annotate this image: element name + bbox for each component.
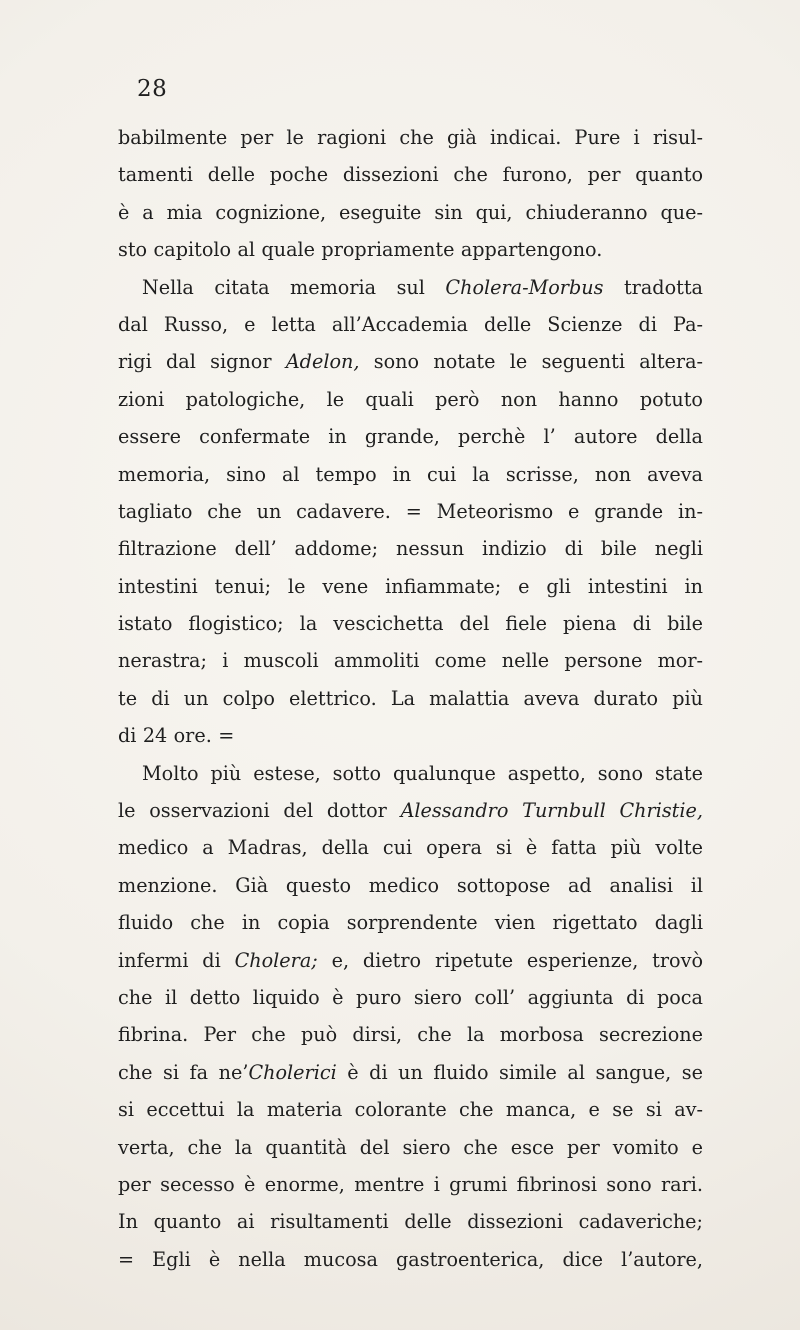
line-segment: Nella citata memoria sul [142,275,446,299]
text-line-29 [118,1166,703,1203]
text-line-28 [118,1129,703,1166]
text-line-20 [118,829,703,866]
text-line-4 [118,231,703,268]
line-segment: che il detto liquido è puro siero coll’ aggiunta di poca [118,985,703,1009]
text-line-11 [118,493,703,530]
text-line-17 [118,717,703,754]
line-italic-segment: Alessandro Turnbull Christie, [400,799,703,823]
line-italic-segment: Adelon, [285,350,360,374]
text-line-21 [118,867,703,904]
text-line-22 [118,904,703,941]
text-line-2 [118,156,703,193]
line-segment: e, dietro ripetute esperienze, trovò [317,948,703,972]
text-line-19 [118,792,703,829]
text-line-26 [118,1054,703,1091]
line-segment: medico a Madras, della cui opera si è fatta più volte [118,836,703,860]
line-segment: fibrina. Per che può dirsi, che la morbosa secrezione [118,1023,703,1047]
line-segment: In quanto ai risultamenti delle dissezioni cadaveriche; [118,1210,703,1234]
line-segment: è di un fluido simile al sangue, se [336,1060,703,1084]
text-line-16 [118,680,703,717]
line-segment: si eccettui la materia colorante che manca, e se si av- [118,1098,703,1122]
line-segment: per secesso è enorme, mentre i grumi fibrinosi sono rari. [118,1172,703,1196]
text-line-23 [118,942,703,979]
text-line-1 [118,119,703,156]
line-segment: sono notate le seguenti altera- [359,350,704,374]
line-segment: dal Russo, e letta all’Accademia delle Scienze di Pa- [118,312,703,336]
line-segment: è a mia cognizione, eseguite sin qui, chiuderanno que- [118,200,703,224]
line-segment: intestini tenui; le vene infiammate; e gli intestini in [118,574,703,598]
line-segment: = Egli è nella mucosa gastroenterica, dice l’autore, [118,1247,703,1271]
text-line-3 [118,194,703,231]
text-line-10 [118,456,703,493]
text-line-13 [118,568,703,605]
text-block [118,119,703,1278]
line-segment: nerastra; i muscoli ammoliti come nelle persone mor- [118,649,703,673]
text-line-18 [118,755,703,792]
line-segment: fluido che in copia sorprendente vien rigettato dagli [118,911,703,935]
text-line-8 [118,381,703,418]
line-segment: verta, che la quantità del siero che esce per vomito e [118,1135,703,1159]
page-number: 28 [137,76,168,102]
line-segment: Molto più estese, sotto qualunque aspetto, sono state [142,761,703,785]
text-line-7 [118,343,703,380]
line-segment: te di un colpo elettrico. La malattia aveva durato più [118,686,703,710]
text-line-5 [118,269,703,306]
line-italic-segment: Cholera-Morbus [445,275,604,299]
line-segment: istato flogistico; la vescichetta del fiele piena di bile [118,612,703,636]
text-line-6 [118,306,703,343]
text-line-24 [118,979,703,1016]
line-segment: di 24 ore. = [118,724,235,748]
line-segment: tradotta [603,275,703,299]
line-segment: babilmente per le ragioni che già indicai. Pure i risul- [118,126,703,149]
text-line-25 [118,1016,703,1053]
line-segment: menzione. Già questo medico sottopose ad analisi il [118,873,703,897]
line-segment: le osservazioni del dottor [118,799,401,823]
line-segment: tagliato che un cadavere. = Meteorismo e grande in- [118,499,703,523]
line-segment: che si fa ne’ [118,1060,249,1084]
text-line-15 [118,642,703,679]
line-segment: filtrazione dell’ addome; nessun indizio di bile negli [118,537,703,561]
text-line-14 [118,605,703,642]
text-line-30 [118,1203,703,1240]
line-segment: infermi di [118,948,235,972]
line-segment: zioni patologiche, le quali però non hanno potuto [118,387,703,411]
line-segment: memoria, sino al tempo in cui la scrisse, non aveva [118,462,703,486]
text-line-31 [118,1241,703,1278]
text-line-12 [118,530,703,567]
line-segment: essere confermate in grande, perchè l’ autore della [118,425,703,449]
line-segment: sto capitolo al quale propriamente appartengono. [118,238,603,262]
line-segment: rigi dal signor [118,350,286,374]
line-italic-segment: Cholera; [234,948,318,972]
text-line-27 [118,1091,703,1128]
line-segment: tamenti delle poche dissezioni che furono, per quanto [118,163,703,187]
line-italic-segment: Cholerici [248,1060,337,1084]
text-line-9 [118,418,703,455]
